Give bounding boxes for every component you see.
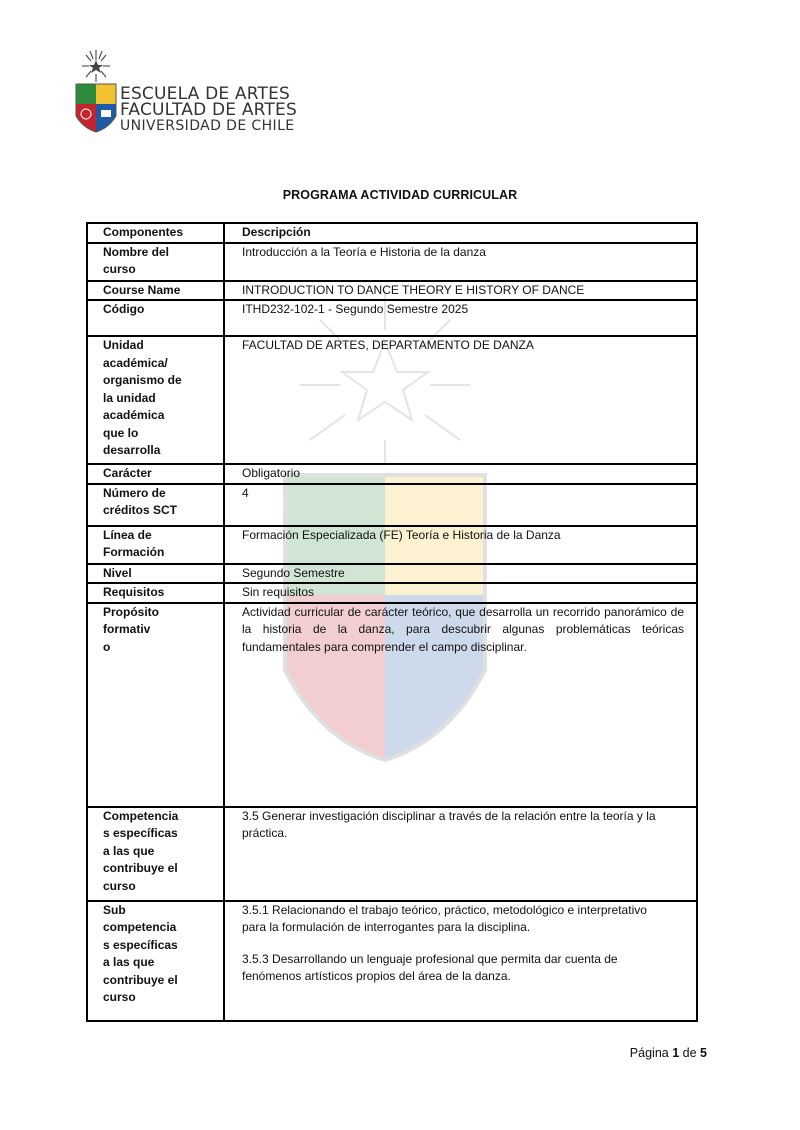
value-nombre: Introducción a la Teoría e Historia de la danza bbox=[224, 243, 697, 281]
value-line: fenómenos artísticos propios del área de la danza. bbox=[242, 969, 511, 983]
label-proposito bbox=[87, 603, 224, 807]
label-line: curso bbox=[103, 990, 136, 1004]
value-unidad: FACULTAD DE ARTES, DEPARTAMENTO DE DANZA bbox=[224, 336, 697, 464]
label-sub-competencias bbox=[87, 901, 224, 1021]
label-line: Nombre del bbox=[103, 244, 170, 259]
document-title: PROGRAMA ACTIVIDAD CURRICULAR bbox=[282, 188, 518, 202]
label-line: a las que bbox=[103, 955, 155, 969]
table-row-codigo bbox=[87, 300, 697, 336]
value-requisitos: Sin requisitos bbox=[224, 583, 697, 603]
label-codigo: Código bbox=[87, 300, 224, 336]
label-line: a las que bbox=[103, 843, 155, 858]
label-line: curso bbox=[103, 878, 136, 893]
value-caracter: Obligatorio bbox=[224, 464, 697, 484]
label-line: s específicas bbox=[103, 937, 178, 952]
value-codigo: ITHD232-102-1 - Segundo Semestre 2025 bbox=[224, 300, 697, 336]
program-table bbox=[86, 222, 698, 1022]
label-nivel: Nivel bbox=[87, 564, 224, 584]
label-line: Propósito bbox=[103, 604, 159, 619]
logo-school-name: ESCUELA DE ARTES bbox=[120, 84, 291, 104]
table-row-caracter bbox=[87, 464, 697, 484]
page-total: 5 bbox=[700, 1046, 707, 1060]
label-line: o bbox=[103, 639, 111, 654]
label-requisitos: Requisitos bbox=[87, 583, 224, 603]
value-competencias bbox=[224, 807, 697, 901]
university-logo bbox=[73, 46, 119, 141]
label-line: formativ bbox=[103, 622, 151, 636]
value-proposito: Actividad curricular de carácter teórico, que desarrolla un recorrido panorámico de la historia de la danza, para descubrir algunas problemáticas teóricas fundamentales para comprender el campo disciplinar. bbox=[224, 603, 697, 807]
label-nombre bbox=[87, 243, 224, 281]
table-row-competencias bbox=[87, 807, 697, 901]
label-creditos bbox=[87, 484, 224, 526]
label-line: que lo bbox=[103, 425, 139, 440]
label-line: Formación bbox=[103, 545, 165, 559]
value-line: práctica. bbox=[242, 826, 288, 840]
label-line: Número de bbox=[103, 485, 166, 500]
label-line: Unidad bbox=[103, 338, 144, 352]
label-line: créditos SCT bbox=[103, 503, 178, 517]
label-line: contribuye el bbox=[103, 972, 178, 987]
label-caracter: Carácter bbox=[87, 464, 224, 484]
table-row-proposito bbox=[87, 603, 697, 807]
logo-university-name: UNIVERSIDAD DE CHILE bbox=[120, 118, 295, 134]
label-line: competencia bbox=[103, 920, 177, 934]
label-line: organismo de bbox=[103, 373, 182, 387]
label-line: Sub bbox=[103, 902, 126, 917]
label-line: desarrolla bbox=[103, 443, 161, 457]
page-of-word: de bbox=[682, 1046, 697, 1060]
label-unidad bbox=[87, 336, 224, 464]
value-line: 3.5.3 Desarrollando un lenguaje profesional que permita dar cuenta de bbox=[242, 951, 618, 966]
page-word: Página bbox=[629, 1046, 669, 1060]
page-current: 1 bbox=[672, 1046, 680, 1060]
university-crest-icon bbox=[73, 46, 119, 136]
table-header-row bbox=[87, 223, 697, 243]
label-line: académica/ bbox=[103, 355, 168, 370]
table-row-nombre bbox=[87, 243, 697, 281]
page-number bbox=[630, 1046, 707, 1060]
value-course-name: INTRODUCTION TO DANCE THEORY E HISTORY OF DANCE bbox=[224, 281, 697, 301]
label-line: académica bbox=[103, 408, 165, 422]
table-row-requisitos bbox=[87, 583, 697, 603]
label-line: la unidad bbox=[103, 390, 156, 405]
label-course-name: Course Name bbox=[87, 281, 224, 301]
label-line: Línea de bbox=[103, 527, 152, 542]
label-line: s específicas bbox=[103, 826, 178, 840]
label-line: contribuye el bbox=[103, 861, 178, 875]
value-creditos: 4 bbox=[224, 484, 697, 526]
table-row-nivel bbox=[87, 564, 697, 584]
value-line: 3.5.1 Relacionando el trabajo teórico, práctico, metodológico e interpretativo bbox=[242, 902, 647, 917]
table-row-sub-competencias bbox=[87, 901, 697, 1021]
value-sub-competencias bbox=[224, 901, 697, 1021]
table-row-unidad bbox=[87, 336, 697, 464]
logo-text bbox=[120, 86, 297, 134]
value-line: para la formulación de interrogantes para la disciplina. bbox=[242, 920, 531, 934]
table-row-course-name bbox=[87, 281, 697, 301]
logo-faculty-name: FACULTAD DE ARTES bbox=[120, 100, 297, 120]
value-nivel: Segundo Semestre bbox=[224, 564, 697, 584]
label-line: curso bbox=[103, 262, 136, 276]
header-components: Componentes bbox=[87, 223, 224, 243]
header-description: Descripción bbox=[224, 223, 697, 243]
label-competencias bbox=[87, 807, 224, 901]
label-linea bbox=[87, 526, 224, 564]
value-linea: Formación Especializada (FE) Teoría e Historia de la Danza bbox=[224, 526, 697, 564]
table-row-creditos bbox=[87, 484, 697, 526]
table-row-linea bbox=[87, 526, 697, 564]
value-line: 3.5 Generar investigación disciplinar a través de la relación entre la teoría y la bbox=[242, 808, 656, 823]
label-line: Competencia bbox=[103, 808, 179, 823]
